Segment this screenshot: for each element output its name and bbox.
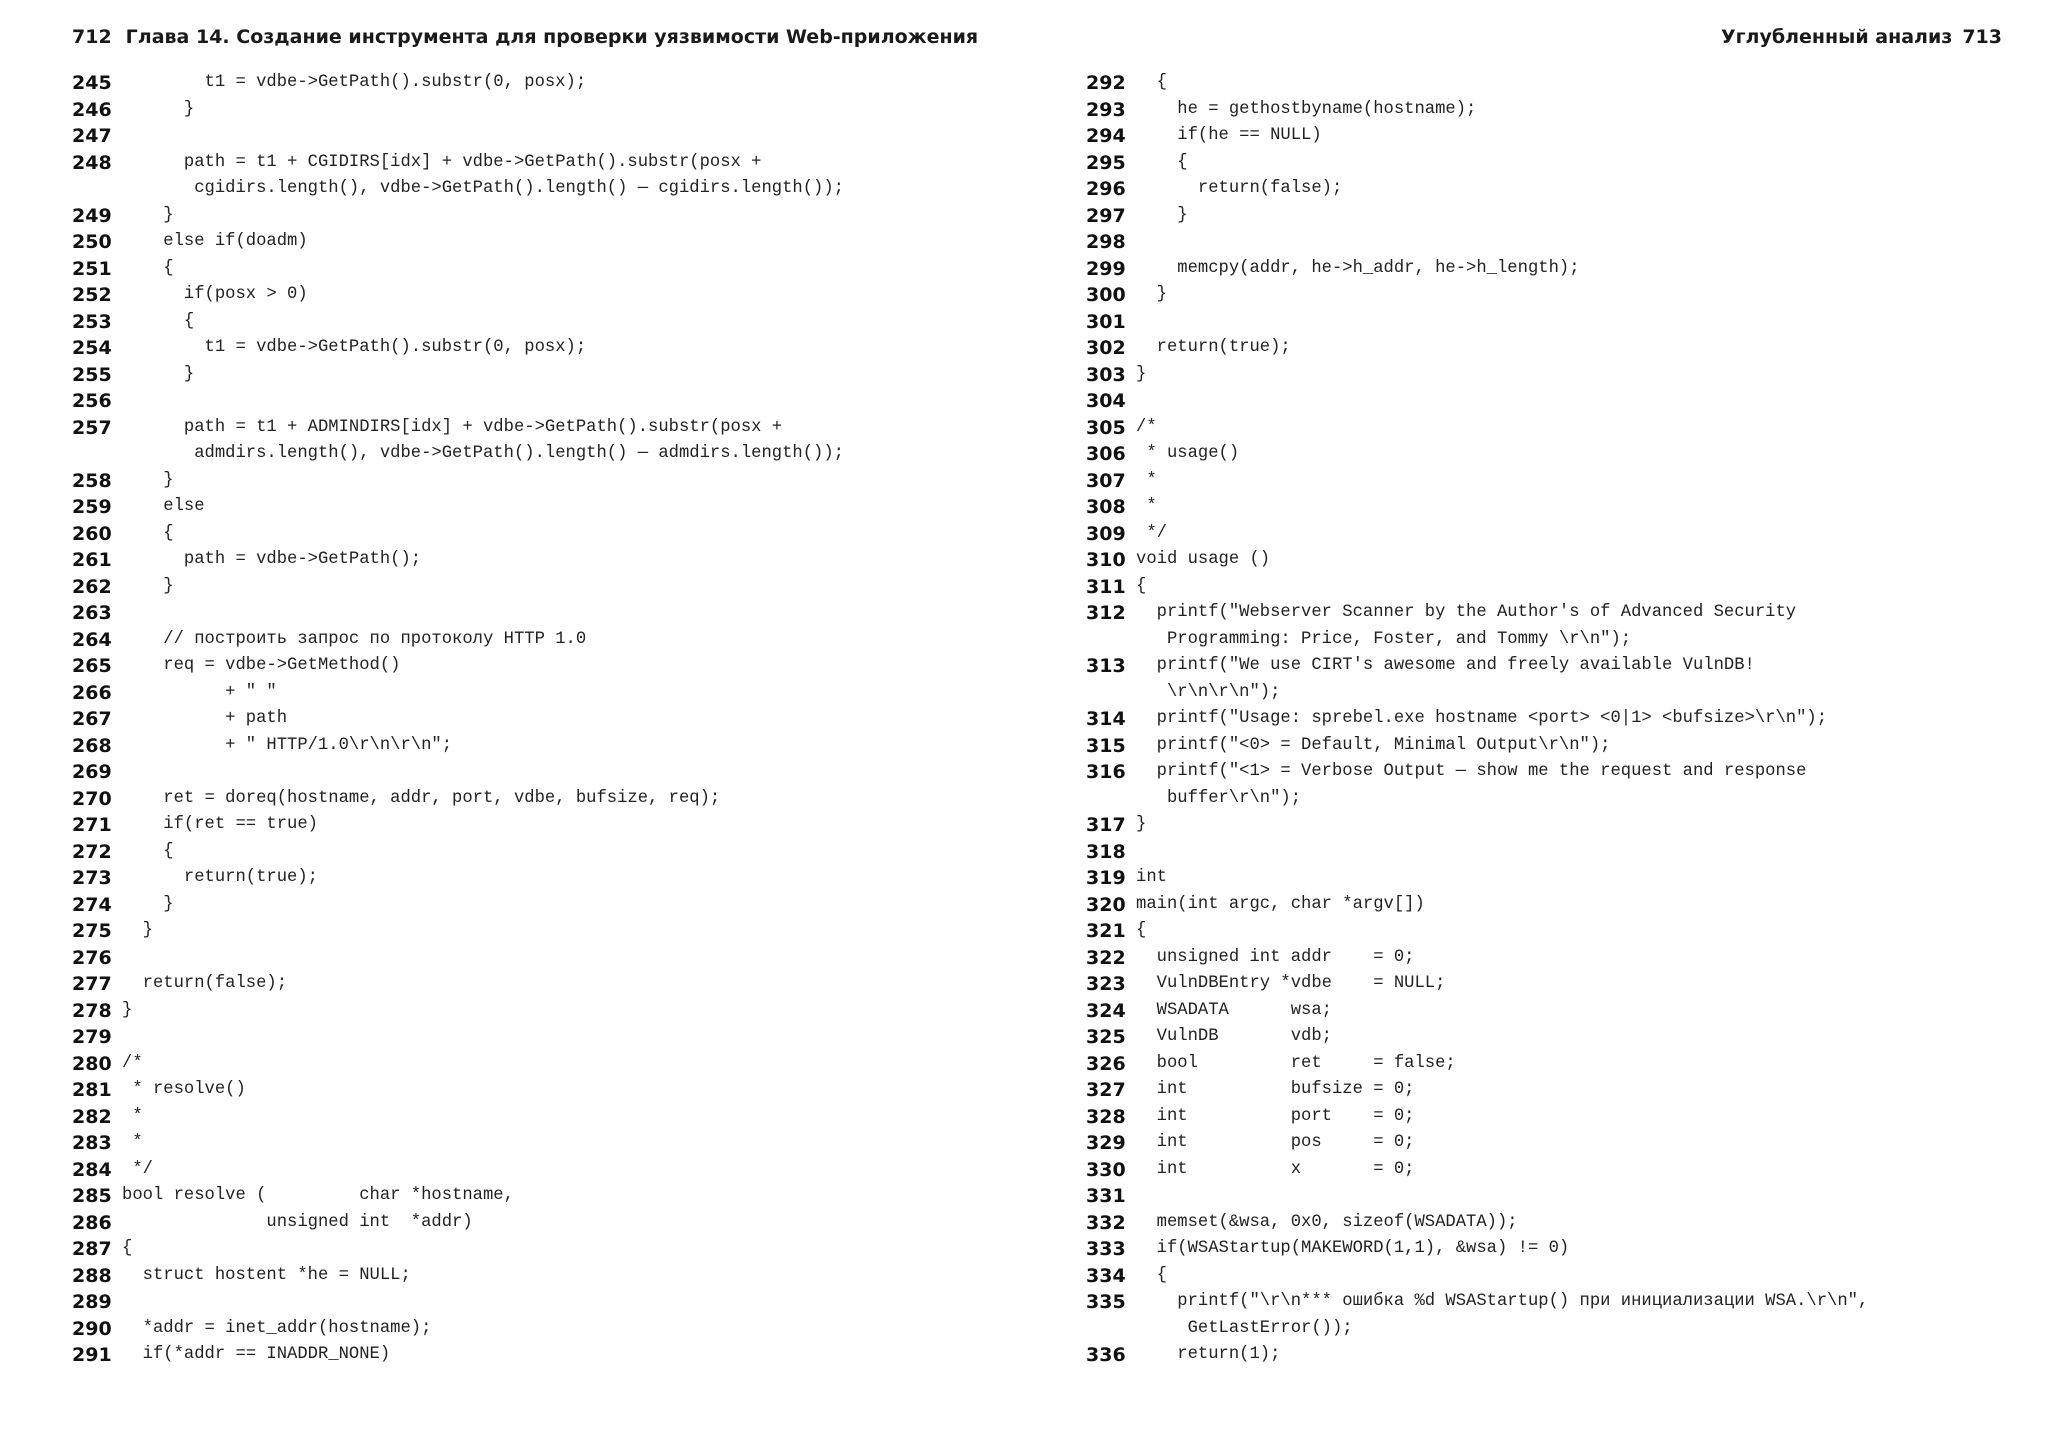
- line-number: 327: [1086, 1079, 1126, 1101]
- line-number: 262: [72, 575, 112, 598]
- code-text: */: [122, 1159, 153, 1179]
- code-text: {: [1136, 921, 1147, 940]
- code-text: unsigned int addr = 0;: [1136, 947, 1415, 967]
- code-text: {: [122, 311, 195, 331]
- code-text: int pos = 0;: [1136, 1133, 1415, 1152]
- code-line: [1086, 388, 2026, 415]
- code-text: bool ret = false;: [1136, 1053, 1456, 1073]
- line-number: 281: [72, 1079, 112, 1101]
- line-number: 305: [1086, 416, 1126, 439]
- code-line: [72, 441, 1032, 468]
- code-line: [72, 945, 1032, 972]
- line-number: 312: [1086, 602, 1126, 624]
- code-line: [1086, 70, 2026, 97]
- code-text: path = t1 + ADMINDIRS[idx] + vdbe->GetPath().substr(posx +: [122, 417, 783, 437]
- line-number: 254: [72, 337, 112, 359]
- line-number: 279: [72, 1026, 112, 1048]
- code-line: [1086, 1236, 2026, 1263]
- line-number: 289: [72, 1291, 112, 1313]
- line-number: 296: [1086, 178, 1126, 200]
- code-line: [1086, 521, 2026, 548]
- code-line: [1086, 1316, 2026, 1343]
- line-number: 301: [1086, 310, 1126, 333]
- code-text: {: [1136, 152, 1188, 172]
- line-number: 268: [72, 734, 112, 757]
- code-text: Programming: Price, Foster, and Tommy \r\n");: [1136, 629, 1632, 649]
- code-line: [1086, 786, 2026, 813]
- code-line: [1086, 203, 2026, 230]
- line-number: 293: [1086, 98, 1126, 121]
- code-text: }: [122, 921, 153, 940]
- code-text: }: [122, 894, 174, 914]
- code-text: */: [1136, 523, 1167, 543]
- line-number: 247: [72, 125, 112, 147]
- line-number: 269: [72, 761, 112, 783]
- code-text: else: [122, 497, 205, 516]
- line-number: 286: [72, 1211, 112, 1234]
- code-line: [72, 680, 1032, 707]
- code-line: [1086, 1024, 2026, 1051]
- code-line: [1086, 494, 2026, 521]
- line-number: 245: [72, 72, 112, 94]
- line-number: 258: [72, 469, 112, 492]
- line-number: 261: [72, 549, 112, 571]
- line-number: 259: [72, 496, 112, 518]
- code-text: {: [122, 523, 174, 543]
- code-line: [72, 521, 1032, 548]
- line-number: 307: [1086, 469, 1126, 492]
- line-number: 287: [72, 1238, 112, 1260]
- code-line: [72, 176, 1032, 203]
- right-running-title: Углубленный анализ: [1720, 26, 1953, 48]
- line-number: 292: [1086, 72, 1126, 94]
- code-line: [1086, 97, 2026, 124]
- line-number: 252: [72, 284, 112, 306]
- code-line: [1086, 1130, 2026, 1157]
- code-line: [1086, 229, 2026, 256]
- line-number: 284: [72, 1158, 112, 1181]
- code-text: if(WSAStartup(MAKEWORD(1,1), &wsa) != 0): [1136, 1239, 1570, 1258]
- left-page-number: 712: [72, 26, 112, 48]
- code-text: /*: [1136, 417, 1157, 437]
- code-text: main(int argc, char *argv[]): [1136, 894, 1425, 914]
- code-line: [72, 468, 1032, 495]
- line-number: 325: [1086, 1026, 1126, 1048]
- line-number: 321: [1086, 920, 1126, 942]
- code-line: [72, 812, 1032, 839]
- code-line: [72, 229, 1032, 256]
- left-page-header: [72, 26, 978, 56]
- code-line: [72, 335, 1032, 362]
- line-number: 272: [72, 840, 112, 863]
- code-line: [72, 256, 1032, 283]
- line-number: 333: [1086, 1238, 1126, 1260]
- code-line: [1086, 574, 2026, 601]
- code-text: *: [122, 1106, 143, 1126]
- code-text: }: [1136, 364, 1147, 384]
- code-line: [1086, 415, 2026, 442]
- code-text: }: [122, 470, 174, 490]
- code-line: [1086, 680, 2026, 707]
- code-text: printf("<1> = Verbose Output — show me the request and response: [1136, 762, 1807, 781]
- code-line: [72, 971, 1032, 998]
- code-line: [72, 600, 1032, 627]
- code-text: /*: [122, 1053, 143, 1073]
- line-number: 263: [72, 602, 112, 624]
- line-number: 329: [1086, 1132, 1126, 1154]
- line-number: 319: [1086, 867, 1126, 889]
- code-line: [1086, 547, 2026, 574]
- line-number: 328: [1086, 1105, 1126, 1128]
- right-page-number: 713: [1962, 26, 2002, 48]
- code-line: [1086, 918, 2026, 945]
- line-number: 295: [1086, 151, 1126, 174]
- line-number: 330: [1086, 1158, 1126, 1181]
- line-number: 316: [1086, 761, 1126, 783]
- code-text: VulnDBEntry *vdbe = NULL;: [1136, 974, 1446, 993]
- code-text: return(true);: [1136, 338, 1291, 357]
- code-line: [72, 150, 1032, 177]
- line-number: 283: [72, 1132, 112, 1154]
- code-line: [1086, 309, 2026, 336]
- code-text: // построить запрос по протоколу HTTP 1.0: [122, 629, 587, 649]
- line-number: 274: [72, 893, 112, 916]
- line-number: 320: [1086, 893, 1126, 916]
- line-number: 297: [1086, 204, 1126, 227]
- line-number: 322: [1086, 946, 1126, 969]
- line-number: 255: [72, 363, 112, 386]
- code-line: [1086, 653, 2026, 680]
- code-line: [72, 97, 1032, 124]
- line-number: 336: [1086, 1344, 1126, 1366]
- line-number: 264: [72, 628, 112, 651]
- code-text: int bufsize = 0;: [1136, 1080, 1415, 1099]
- code-line: [1086, 256, 2026, 283]
- code-text: bool resolve ( char *hostname,: [122, 1186, 514, 1205]
- line-number: 309: [1086, 522, 1126, 545]
- line-number: 246: [72, 98, 112, 121]
- code-line: [72, 547, 1032, 574]
- code-line: [72, 1263, 1032, 1290]
- line-number: 306: [1086, 443, 1126, 465]
- line-number: 266: [72, 681, 112, 704]
- code-text: t1 = vdbe->GetPath().substr(0, posx);: [122, 338, 587, 357]
- line-number: 294: [1086, 125, 1126, 147]
- code-text: admdirs.length(), vdbe->GetPath().length() — admdirs.length());: [122, 444, 844, 463]
- code-text: memset(&wsa, 0x0, sizeof(WSADATA));: [1136, 1212, 1518, 1232]
- code-text: * usage(): [1136, 444, 1240, 463]
- code-line: [72, 998, 1032, 1025]
- code-text: WSADATA wsa;: [1136, 1000, 1332, 1020]
- code-line: [1086, 1157, 2026, 1184]
- code-text: unsigned int *addr): [122, 1212, 473, 1232]
- code-line: [72, 1051, 1032, 1078]
- code-line: [1086, 627, 2026, 654]
- code-line: [1086, 1104, 2026, 1131]
- line-number: 314: [1086, 708, 1126, 730]
- code-line: [72, 1024, 1032, 1051]
- line-number: 324: [1086, 999, 1126, 1022]
- code-line: [1086, 945, 2026, 972]
- code-text: if(*addr == INADDR_NONE): [122, 1345, 391, 1364]
- code-line: [72, 627, 1032, 654]
- code-line: [72, 1077, 1032, 1104]
- code-line: [1086, 1077, 2026, 1104]
- code-line: [1086, 150, 2026, 177]
- code-text: he = gethostbyname(hostname);: [1136, 99, 1477, 119]
- line-number: 285: [72, 1185, 112, 1207]
- code-line: [1086, 892, 2026, 919]
- code-line: [1086, 865, 2026, 892]
- line-number: 288: [72, 1264, 112, 1287]
- code-text: }: [122, 205, 174, 225]
- code-text: {: [1136, 576, 1147, 596]
- line-number: 271: [72, 814, 112, 836]
- line-number: 248: [72, 151, 112, 174]
- code-text: GetLastError());: [1136, 1318, 1353, 1338]
- code-text: return(false);: [1136, 179, 1343, 198]
- code-line: [1086, 1289, 2026, 1316]
- line-number: 300: [1086, 284, 1126, 306]
- code-line: [1086, 706, 2026, 733]
- code-line: [72, 203, 1032, 230]
- line-number: 323: [1086, 973, 1126, 995]
- line-number: 251: [72, 257, 112, 280]
- code-line: [72, 1104, 1032, 1131]
- code-line: [72, 653, 1032, 680]
- code-text: path = t1 + CGIDIRS[idx] + vdbe->GetPath().substr(posx +: [122, 152, 762, 172]
- code-text: + " HTTP/1.0\r\n\r\n";: [122, 735, 453, 755]
- code-text: memcpy(addr, he->h_addr, he->h_length);: [1136, 258, 1580, 278]
- code-text: ret = doreq(hostname, addr, port, vdbe, bufsize, req);: [122, 788, 721, 808]
- code-text: }: [122, 364, 195, 384]
- code-line: [72, 786, 1032, 813]
- code-line: [72, 892, 1032, 919]
- code-line: [72, 759, 1032, 786]
- code-text: return(false);: [122, 974, 288, 993]
- code-text: int x = 0;: [1136, 1159, 1415, 1179]
- line-number: 317: [1086, 814, 1126, 836]
- code-text: return(true);: [122, 868, 318, 887]
- line-number: 273: [72, 867, 112, 889]
- code-text: *: [1136, 470, 1157, 490]
- code-text: {: [1136, 73, 1167, 92]
- code-line: [1086, 1183, 2026, 1210]
- code-text: int port = 0;: [1136, 1106, 1415, 1126]
- code-line: [1086, 759, 2026, 786]
- code-text: void usage (): [1136, 550, 1271, 569]
- left-code-listing: [72, 70, 1032, 1369]
- code-line: [72, 574, 1032, 601]
- code-line: [72, 415, 1032, 442]
- code-line: [72, 282, 1032, 309]
- line-number: 302: [1086, 337, 1126, 359]
- code-line: [1086, 971, 2026, 998]
- right-page-header: [1721, 26, 2002, 56]
- line-number: 299: [1086, 257, 1126, 280]
- code-line: [1086, 1263, 2026, 1290]
- line-number: 256: [72, 390, 112, 412]
- code-text: {: [122, 841, 174, 861]
- code-line: [72, 309, 1032, 336]
- code-line: [72, 1289, 1032, 1316]
- line-number: 315: [1086, 734, 1126, 757]
- code-text: struct hostent *he = NULL;: [122, 1265, 411, 1285]
- code-text: if(ret == true): [122, 815, 318, 834]
- code-line: [72, 706, 1032, 733]
- line-number: 313: [1086, 655, 1126, 677]
- line-number: 308: [1086, 496, 1126, 518]
- code-text: *: [1136, 497, 1157, 516]
- line-number: 260: [72, 522, 112, 545]
- line-number: 277: [72, 973, 112, 995]
- code-text: *: [122, 1133, 143, 1152]
- code-text: }: [122, 1000, 133, 1020]
- line-number: 280: [72, 1052, 112, 1075]
- code-line: [1086, 468, 2026, 495]
- code-text: printf("<0> = Default, Minimal Output\r\n");: [1136, 735, 1611, 755]
- code-text: + " ": [122, 682, 277, 702]
- code-text: printf("Webserver Scanner by the Author's of Advanced Security: [1136, 603, 1797, 622]
- line-number: 265: [72, 655, 112, 677]
- line-number: 267: [72, 708, 112, 730]
- code-line: [72, 918, 1032, 945]
- code-line: [72, 733, 1032, 760]
- code-line: [72, 388, 1032, 415]
- code-line: [72, 494, 1032, 521]
- code-line: [1086, 362, 2026, 389]
- code-line: [72, 1316, 1032, 1343]
- code-text: }: [1136, 285, 1167, 304]
- code-line: [1086, 839, 2026, 866]
- code-text: cgidirs.length(), vdbe->GetPath().length() — cgidirs.length());: [122, 179, 844, 198]
- code-text: }: [122, 576, 174, 596]
- line-number: 257: [72, 416, 112, 439]
- code-line: [1086, 998, 2026, 1025]
- line-number: 303: [1086, 363, 1126, 386]
- code-line: [1086, 176, 2026, 203]
- line-number: 311: [1086, 575, 1126, 598]
- code-text: {: [1136, 1265, 1167, 1285]
- code-text: return(1);: [1136, 1345, 1281, 1364]
- code-text: else if(doadm): [122, 232, 308, 251]
- code-line: [1086, 335, 2026, 362]
- code-text: req = vdbe->GetMethod(): [122, 656, 401, 675]
- line-number: 326: [1086, 1052, 1126, 1075]
- line-number: 249: [72, 204, 112, 227]
- code-text: }: [1136, 205, 1188, 225]
- line-number: 290: [72, 1317, 112, 1340]
- line-number: 332: [1086, 1211, 1126, 1234]
- code-line: [1086, 600, 2026, 627]
- line-number: 275: [72, 920, 112, 942]
- code-line: [72, 1130, 1032, 1157]
- code-text: }: [122, 99, 195, 119]
- line-number: 270: [72, 787, 112, 810]
- code-line: [1086, 1342, 2026, 1369]
- line-number: 298: [1086, 231, 1126, 253]
- line-number: 253: [72, 310, 112, 333]
- code-line: [1086, 733, 2026, 760]
- code-line: [72, 1210, 1032, 1237]
- line-number: 278: [72, 999, 112, 1022]
- code-line: [72, 1236, 1032, 1263]
- code-text: {: [122, 258, 174, 278]
- code-line: [1086, 812, 2026, 839]
- code-text: printf("We use CIRT's awesome and freely available VulnDB!: [1136, 656, 1755, 675]
- code-line: [1086, 1051, 2026, 1078]
- line-number: 334: [1086, 1264, 1126, 1287]
- code-text: *addr = inet_addr(hostname);: [122, 1318, 432, 1338]
- code-text: VulnDB vdb;: [1136, 1027, 1332, 1046]
- code-line: [1086, 123, 2026, 150]
- line-number: 335: [1086, 1291, 1126, 1313]
- code-line: [72, 1183, 1032, 1210]
- code-text: \r\n\r\n");: [1136, 682, 1281, 702]
- code-line: [72, 70, 1032, 97]
- code-line: [72, 123, 1032, 150]
- line-number: 276: [72, 946, 112, 969]
- line-number: 291: [72, 1344, 112, 1366]
- code-line: [72, 839, 1032, 866]
- line-number: 318: [1086, 840, 1126, 863]
- code-text: if(posx > 0): [122, 285, 308, 304]
- code-text: printf("Usage: sprebel.exe hostname <port> <0|1> <bufsize>\r\n");: [1136, 709, 1828, 728]
- code-text: path = vdbe->GetPath();: [122, 550, 422, 569]
- line-number: 331: [1086, 1185, 1126, 1207]
- line-number: 304: [1086, 390, 1126, 412]
- line-number: 310: [1086, 549, 1126, 571]
- line-number: 282: [72, 1105, 112, 1128]
- code-text: {: [122, 1239, 133, 1258]
- code-line: [72, 362, 1032, 389]
- code-line: [72, 865, 1032, 892]
- code-text: + path: [122, 709, 288, 728]
- code-line: [1086, 282, 2026, 309]
- line-number: 250: [72, 231, 112, 253]
- code-text: }: [1136, 815, 1147, 834]
- code-line: [72, 1342, 1032, 1369]
- code-text: buffer\r\n");: [1136, 788, 1302, 808]
- code-text: printf("\r\n*** ошибка %d WSAStartup() при инициализации WSA.\r\n",: [1136, 1292, 1869, 1311]
- code-line: [1086, 1210, 2026, 1237]
- right-code-listing: [1086, 70, 2026, 1369]
- left-running-title: Глава 14. Создание инструмента для проверки уязвимости Web-приложения: [125, 26, 979, 48]
- code-line: [72, 1157, 1032, 1184]
- code-text: int: [1136, 868, 1167, 887]
- code-line: [1086, 441, 2026, 468]
- code-text: * resolve(): [122, 1080, 246, 1099]
- code-text: t1 = vdbe->GetPath().substr(0, posx);: [122, 73, 587, 92]
- code-text: if(he == NULL): [1136, 126, 1322, 145]
